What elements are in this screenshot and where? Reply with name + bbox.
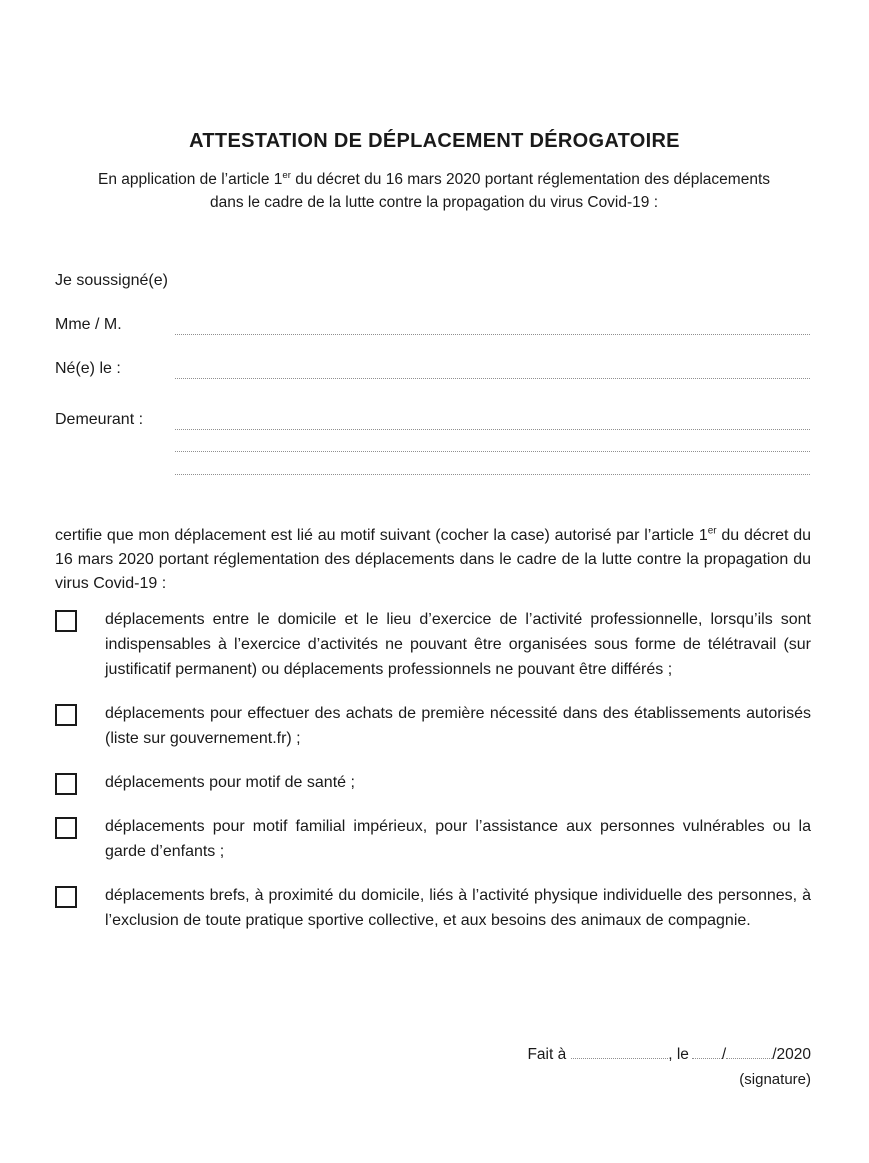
certification-text-start: certifie que mon déplacement est lié au motif suivant (cocher la case) autorisé par l’article 1 [55, 527, 708, 544]
certification-text-end: du décret du 16 mars 2020 portant réglementation des déplacements dans le cadre de la lutte contre la propagation du virus Covid-19 : [55, 527, 812, 592]
motif-checkbox-health[interactable] [55, 773, 77, 795]
name-input-line[interactable] [175, 333, 810, 335]
footer [527, 1046, 811, 1088]
motif-text-work: déplacements entre le domicile et le lieu d’exercice de l’activité professionnelle, lorsqu’ils sont indispensables à l’exercice d’activités ne pouvant être organisées sous forme de télétravail (sur justificatif permanent) ou déplacements professionnels ne pouvant être différés ; [105, 611, 811, 678]
motif-item-exercise [55, 883, 811, 933]
motif-text-exercise: déplacements brefs, à proximité du domicile, liés à l’activité physique individuelle des personnes, à l’exclusion de toute pratique sportive collective, et aux besoins des animaux de compagnie. [105, 887, 811, 929]
address-field-label: Demeurant : [55, 411, 144, 428]
motif-checkbox-exercise[interactable] [55, 886, 77, 908]
motif-text-shopping: déplacements pour effectuer des achats de première nécessité dans des établissements autorisés (liste sur gouvernement.fr) ; [105, 705, 811, 747]
motif-item-work [55, 607, 811, 682]
motif-item-family [55, 814, 811, 864]
field-row-address [55, 410, 810, 430]
subtitle-text-end: du décret du 16 mars 2020 portant réglementation des déplacements dans le cadre de la lutte contre la propagation du virus Covid-19 : [209, 171, 770, 211]
motif-item-shopping [55, 701, 811, 751]
date-place-line [527, 1046, 811, 1064]
motif-text-health: déplacements pour motif de santé ; [105, 774, 355, 791]
date-slash: / [721, 1046, 727, 1063]
signature-label: (signature) [739, 1071, 811, 1088]
certification-paragraph [55, 524, 811, 596]
subtitle-superscript: er [282, 169, 291, 181]
motif-checkbox-shopping[interactable] [55, 704, 77, 726]
address-input-line-3[interactable] [175, 473, 810, 475]
field-row-birthdate [55, 359, 810, 379]
month-input-line[interactable] [726, 1057, 772, 1059]
motif-text-family: déplacements pour motif familial impérieux, pour l’assistance aux personnes vulnérables ou la garde d’enfants ; [105, 818, 811, 860]
certification-superscript: er [707, 525, 717, 537]
fait-a-label: Fait à [527, 1046, 567, 1063]
name-field-label: Mme / M. [55, 316, 122, 333]
document-title: ATTESTATION DE DÉPLACEMENT DÉROGATOIRE [189, 130, 680, 152]
motif-checkbox-work[interactable] [55, 610, 77, 632]
field-row-name [55, 315, 810, 335]
birthdate-input-line[interactable] [175, 377, 810, 379]
day-input-line[interactable] [692, 1057, 722, 1059]
city-input-line[interactable] [571, 1057, 668, 1059]
motif-item-health [55, 770, 811, 795]
motif-checkbox-family[interactable] [55, 817, 77, 839]
address-input-line-2[interactable] [175, 450, 810, 452]
le-label: , le [668, 1046, 689, 1063]
document-subtitle [94, 169, 774, 214]
subtitle-text-start: En application de l’article 1 [98, 171, 283, 188]
birthdate-field-label: Né(e) le : [55, 360, 121, 377]
identity-intro-label: Je soussigné(e) [55, 272, 168, 289]
year-label: /2020 [772, 1046, 811, 1063]
address-input-line-1[interactable] [175, 428, 810, 430]
motif-list [55, 607, 811, 952]
